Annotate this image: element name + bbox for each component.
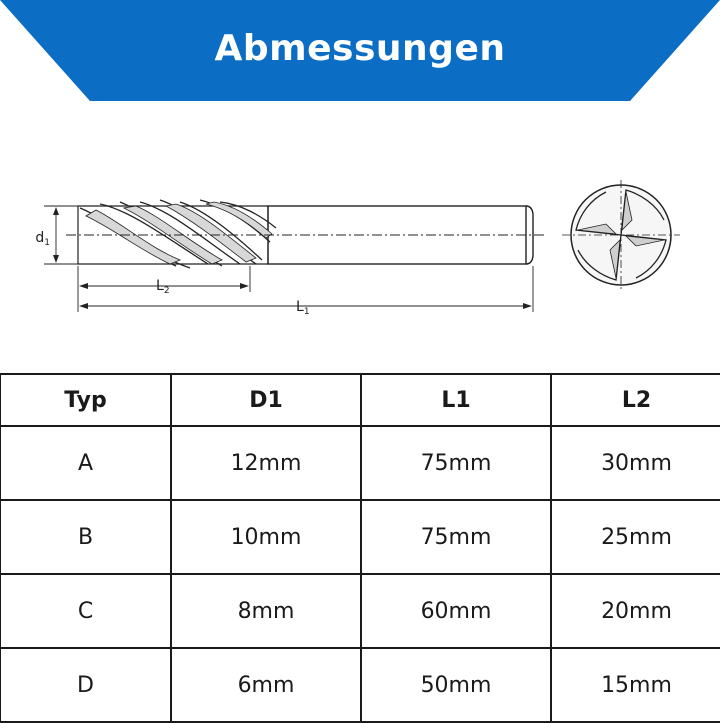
cell-l1: 75mm xyxy=(361,500,551,574)
column-header-d1: D1 xyxy=(171,374,361,426)
cell-l1: 75mm xyxy=(361,426,551,500)
technical-drawing-svg xyxy=(0,180,720,330)
cell-l1: 50mm xyxy=(361,648,551,722)
cell-typ: A xyxy=(0,426,171,500)
table-row xyxy=(0,648,720,722)
dimensions-table xyxy=(0,373,720,723)
table-row xyxy=(0,500,720,574)
page-title: Abmessungen xyxy=(214,27,506,69)
end-view xyxy=(562,180,680,290)
cell-typ: D xyxy=(0,648,171,722)
cell-l2: 20mm xyxy=(551,574,720,648)
table-row xyxy=(0,426,720,500)
column-header-l1: L1 xyxy=(361,374,551,426)
cell-typ: C xyxy=(0,574,171,648)
cell-d1: 12mm xyxy=(171,426,361,500)
cell-l2: 30mm xyxy=(551,426,720,500)
flute-shading xyxy=(86,202,272,264)
cell-d1: 8mm xyxy=(171,574,361,648)
d1-label: $d_1$ xyxy=(35,230,50,248)
cell-d1: 6mm xyxy=(171,648,361,722)
cell-l2: 25mm xyxy=(551,500,720,574)
table-row xyxy=(0,574,720,648)
cell-l1: 60mm xyxy=(361,574,551,648)
column-header-typ: Typ xyxy=(0,374,171,426)
column-header-l2: L2 xyxy=(551,374,720,426)
table-header-row xyxy=(0,374,720,426)
header-banner xyxy=(0,0,720,102)
cell-l2: 15mm xyxy=(551,648,720,722)
cell-d1: 10mm xyxy=(171,500,361,574)
end-mill-drawing xyxy=(0,180,720,330)
l1-label: $L_1$ xyxy=(296,299,310,317)
cell-typ: B xyxy=(0,500,171,574)
l2-label: $L_2$ xyxy=(156,278,170,296)
